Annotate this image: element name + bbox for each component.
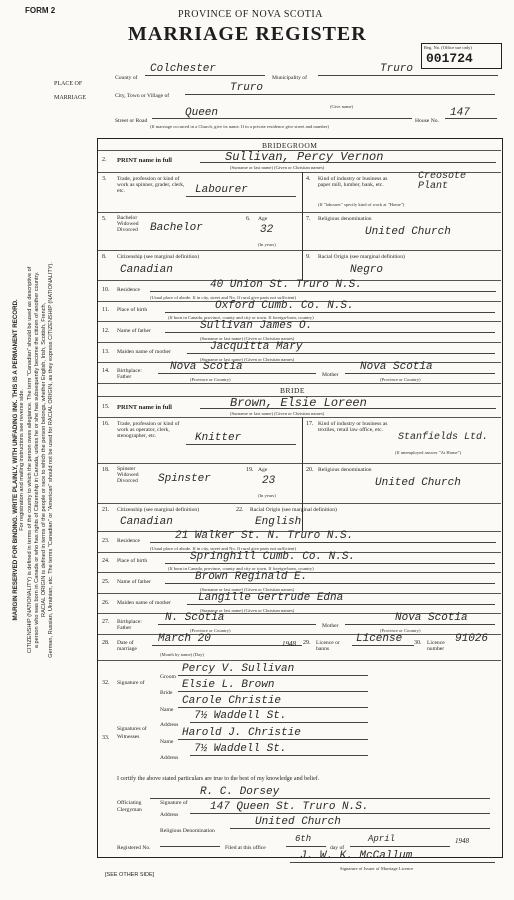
- sidebar-line: a person who was born in Canada or who has rights of Citizenship in Canada, unless he or she has subsequently become the citizen of another country.: [34, 271, 40, 649]
- marriage-date-label: Date of marriage: [117, 640, 137, 652]
- bride-mother-label: Maiden name of mother: [117, 600, 171, 606]
- bride-name-label: PRINT name in full: [117, 404, 172, 411]
- groom-citizenship-label: Citizenship (see marginal definition): [117, 254, 200, 260]
- bride-signature: Elsie L. Brown: [182, 679, 275, 691]
- sidebar-line: For registration and mailing instructions see reverse side.: [19, 389, 26, 531]
- groom-mother: Jacquitta Mary: [210, 341, 303, 353]
- w1-address-label: Address: [160, 722, 179, 728]
- filed-day: 6th: [295, 834, 312, 844]
- bride-racial: English: [255, 516, 302, 528]
- clergy-address: 147 Queen St. Truro N.S.: [210, 801, 369, 813]
- bride-religion: United Church: [375, 477, 461, 489]
- groom-signature: Percy V. Sullivan: [182, 663, 295, 675]
- reg-no-label: Reg. No. (Office use only): [424, 45, 472, 50]
- bride-name-sub: (Surname or last name) (Given or Christian names): [230, 411, 325, 416]
- groom-bp-father: Nova Scotia: [170, 361, 243, 373]
- w2-name-label: Name: [160, 739, 174, 745]
- groom-father-sub: (Surname or last name) (Given or Christian names): [200, 336, 295, 341]
- bride-residence-note: (Usual place of abode. If in city, street and No. If rural give parts not sufficient): [150, 546, 297, 551]
- groom-industry: Creosote Plant: [418, 171, 467, 192]
- bride-bp-mother-label: Mother: [322, 623, 339, 629]
- form-number: FORM 2: [25, 6, 56, 15]
- groom-birth: Oxford Cumb. Co. N.S.: [215, 300, 354, 312]
- licence-label: Licence or banns: [316, 640, 340, 652]
- bride-age-unit: (In years): [258, 493, 276, 498]
- filed-year: 1948: [455, 837, 469, 845]
- place-label: PLACE OF MARRIAGE: [54, 81, 87, 101]
- groom-name-label: PRINT name in full: [117, 157, 172, 164]
- bride-industry-label: Kind of industry or business as textiles, retail law office, etc.: [318, 421, 388, 433]
- municipality-value: Truro: [380, 63, 414, 75]
- clergy-sig-label: Signature of: [160, 800, 188, 806]
- signature-of-label: Signature of: [117, 680, 145, 686]
- bride-residence: 21 Walker St. N. Truro N.S.: [175, 530, 354, 542]
- filed-label: Filed at this office: [225, 845, 266, 851]
- county-value: Colchester: [150, 63, 217, 75]
- groom-mother-label: Maiden name of mother: [117, 349, 171, 355]
- street-note: (If marriage occurred in a Church, give its name. If in a private residence give street and number): [150, 124, 329, 129]
- bride-mother: Langille Gertrude Edna: [198, 592, 344, 604]
- street-label: Street or Road: [115, 118, 148, 124]
- w2-address-label: Address: [160, 755, 179, 761]
- city-label: City, Town or Village of: [115, 93, 170, 99]
- day-of-label: day of: [330, 845, 345, 851]
- bride-citizenship-label: Citizenship (see marginal definition): [117, 507, 200, 513]
- groom-province-note: (Province or Country): [190, 377, 231, 382]
- bride-trade: Knitter: [195, 432, 242, 444]
- licence-no: 91026: [455, 633, 489, 645]
- bride-bp-father-label: Birthplace: Father: [117, 619, 142, 631]
- marriage-year: 1948: [282, 640, 296, 648]
- clergy-denom-label: Religious Denomination: [160, 828, 215, 834]
- house-value: 147: [450, 107, 470, 119]
- groom-racial-label: Racial Origin (see marginal definition): [318, 254, 405, 260]
- bride-status-label: Spinster Widowed Divorced: [117, 466, 139, 484]
- groom-age-label: Age: [258, 216, 268, 222]
- witness2-name: Harold J. Christie: [182, 727, 301, 739]
- groom-residence-note: (Usual place of abode. If in city, street and No. If rural give parts not sufficient): [150, 295, 297, 300]
- groom-bp-mother-label: Mother: [322, 372, 339, 378]
- bride-birth-note: (If born in Canada, province, county and city or town. If foreign-born, country): [168, 566, 314, 571]
- bride-sig-label: Bride: [160, 690, 173, 696]
- street-value: Queen: [185, 107, 219, 119]
- sidebar-line: MARGIN RESERVED FOR BINDING. WRITE PLAINLY, WITH UNFADING INK. THIS IS A PERMANENT RECORD.: [12, 299, 20, 621]
- sidebar-notes: [12, 70, 56, 850]
- groom-industry-label: Kind of industry or business as paper mill, lumber, bank, etc.: [318, 176, 388, 188]
- officiating-label: Officiating Clergyman: [117, 800, 142, 813]
- groom-name-sub: (Surname or last name) (Given or Christian names): [230, 165, 325, 170]
- bride-father-label: Name of father: [117, 579, 151, 585]
- bride-status: Spinster: [158, 473, 211, 485]
- certify-text: I certify the above stated particulars are true to the best of my knowledge and belief.: [117, 776, 320, 782]
- municipality-label: Municipality of: [272, 75, 307, 81]
- groom-trade: Labourer: [195, 184, 248, 196]
- bride-religion-label: Religious denomination: [318, 467, 372, 473]
- register-title: MARRIAGE REGISTER: [128, 23, 367, 45]
- groom-residence-label: Residence: [117, 287, 140, 293]
- issuer-label: Signature of Issuer of Marriage Licence: [340, 866, 414, 871]
- marriage-date-sub: (Month by name) (Day): [160, 652, 205, 657]
- groom-industry-note: (If "labourer" specify kind of work at "Home"): [318, 202, 405, 207]
- issuer-signature: J. W. K. McCallum: [300, 850, 413, 862]
- city-value: Truro: [230, 82, 264, 94]
- groom-birth-label: Place of birth: [117, 307, 148, 313]
- bride-province-note-2: (Province or Country): [380, 628, 421, 633]
- groom-racial: Negro: [350, 264, 384, 276]
- name-note: (Give name): [330, 104, 354, 109]
- witness1-name: Carole Christie: [182, 695, 282, 707]
- bride-bp-mother: Nova Scotia: [395, 612, 468, 624]
- groom-province-note-2: (Province or Country): [380, 377, 421, 382]
- sidebar-line: German, Russian, Ukrainian, etc. The terms "Canadian" or "American" should not be used for RACIAL ORIGIN, as they express CITIZENSHIP (NATIONALITY).: [48, 262, 55, 658]
- bride-section-title: BRIDE: [280, 386, 305, 395]
- bride-citizenship: Canadian: [120, 516, 173, 528]
- clergy-denom: United Church: [255, 816, 341, 828]
- groom-name: Sullivan, Percy Vernon: [225, 150, 384, 164]
- sidebar-line: CITIZENSHIP (NATIONALITY) is defined in terms of the country to which the person owes allegiance. The term "Canadian" should be used as descriptive of: [26, 266, 33, 654]
- w1-name-label: Name: [160, 707, 174, 713]
- groom-status: Bachelor: [150, 222, 203, 234]
- groom-status-label: Bachelor Widowed Divorced: [117, 215, 139, 233]
- groom-bp-mother: Nova Scotia: [360, 361, 433, 373]
- groom-mother-sub: (Surname or last name) (Given or Christian names): [200, 357, 295, 362]
- province-heading: PROVINCE OF NOVA SCOTIA: [178, 9, 323, 20]
- bride-father: Brown Reginald E.: [195, 571, 308, 583]
- groom-father: Sullivan James O.: [200, 320, 313, 332]
- licence-value: License: [356, 633, 403, 645]
- groom-religion: United Church: [365, 226, 451, 238]
- registered-no-label: Registered No.: [117, 845, 151, 851]
- groom-father-label: Name of father: [117, 328, 151, 334]
- groom-age: 32: [260, 224, 274, 236]
- sidebar-line: RACIAL ORIGIN is defined in terms of the people or race to which the person belongs, whether English, Irish, Scottish, French,: [41, 302, 48, 617]
- groom-section-title: BRIDEGROOM: [262, 141, 318, 150]
- witness2-address: 7½ Waddell St.: [194, 743, 287, 755]
- bride-bp-father: N. Scotia: [165, 612, 225, 624]
- groom-sig-label: Groom: [160, 674, 176, 680]
- bride-age: 23: [262, 475, 276, 487]
- bride-mother-sub: (Surname or last name) (Given or Christian names): [200, 608, 295, 613]
- clergy-name: R. C. Dorsey: [200, 786, 280, 798]
- reg-no: 001724: [426, 51, 473, 66]
- bride-residence-label: Residence: [117, 538, 140, 544]
- bride-age-label: Age: [258, 467, 268, 473]
- bride-birth: Springhill Cumb. Co. N.S.: [190, 551, 356, 563]
- groom-trade-label: Trade, profession or kind of work as spinner, grader, clerk, etc.: [117, 176, 185, 194]
- bride-father-sub: (Surname or last name) (Given or Christian names): [200, 587, 295, 592]
- marriage-date: March 20: [158, 633, 211, 645]
- bride-racial-label: Racial Origin (see marginal definition): [250, 507, 337, 513]
- groom-religion-label: Religious denomination: [318, 216, 372, 222]
- clergy-address-label: Address: [160, 812, 179, 818]
- groom-birth-note: (If born in Canada, province, county and city or town. If foreign-born, country): [168, 315, 314, 320]
- bride-industry-note: (If unemployed answer "At Home"): [395, 450, 462, 455]
- bride-industry: Stanfields Ltd.: [398, 432, 489, 443]
- house-label: House No.: [415, 118, 439, 124]
- groom-residence: 40 Union St. Truro N.S.: [210, 279, 362, 291]
- bride-province-note: (Province or Country): [190, 628, 231, 633]
- filed-month: April: [368, 834, 396, 844]
- county-label: County of: [115, 75, 138, 81]
- groom-age-unit: (In years): [258, 242, 276, 247]
- bride-birth-label: Place of birth: [117, 558, 148, 564]
- bride-trade-label: Trade, profession or kind of work as operator, clerk, stenographer, etc.: [117, 421, 180, 439]
- bride-name: Brown, Elsie Loreen: [230, 396, 367, 410]
- licence-no-label: Licence number: [427, 640, 445, 652]
- witness1-address: 7½ Waddell St.: [194, 710, 287, 722]
- witnesses-label: Signatures of Witnesses: [117, 726, 147, 740]
- see-other-side: [SEE OTHER SIDE]: [105, 872, 155, 878]
- groom-bp-father-label: Birthplace: Father: [117, 368, 142, 380]
- groom-citizenship: Canadian: [120, 264, 173, 276]
